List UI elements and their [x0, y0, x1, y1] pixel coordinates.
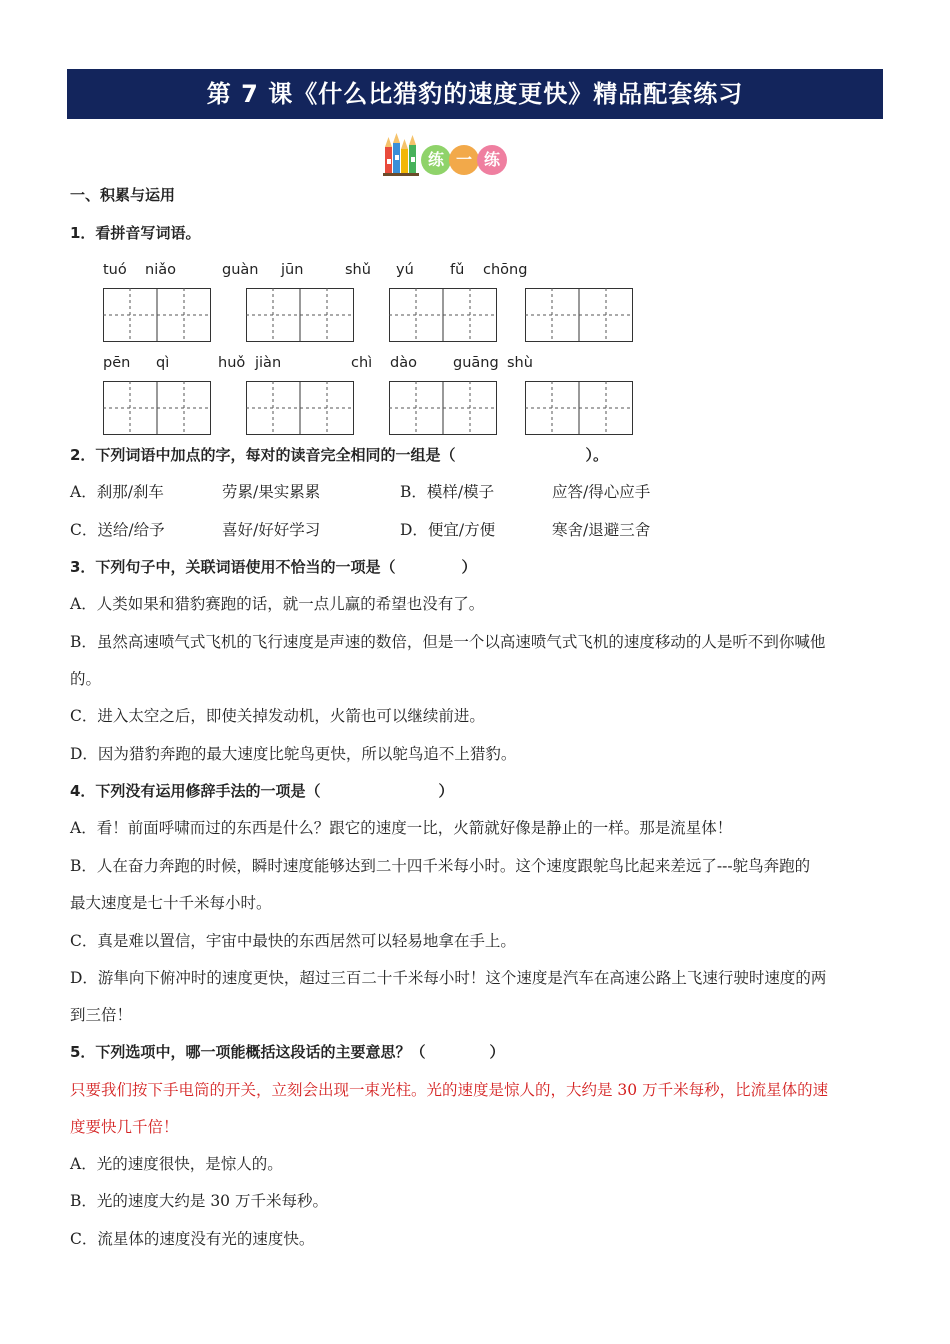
- option[interactable]: A．看！前面呼啸而过的东西是什么？跟它的速度一比，火箭就好像是静止的一样。那是流星体！: [70, 819, 733, 837]
- option[interactable]: A．刹那/刹车: [70, 483, 164, 501]
- pinyin: niǎo: [145, 262, 176, 278]
- writing-grid[interactable]: [246, 381, 354, 435]
- badge-char-1: 练: [421, 145, 451, 175]
- option[interactable]: A．光的速度很快，是惊人的。: [70, 1155, 283, 1173]
- option[interactable]: D．游隼向下俯冲时的速度更快，超过三百二十千米每小时！这个速度是汽车在高速公路上飞速行驶时速度的两: [70, 969, 827, 987]
- reading-passage: 只要我们按下手电筒的开关，立刻会出现一束光柱。光的速度是惊人的，大约是 30 万千米每秒，比流星体的速: [70, 1081, 829, 1099]
- page-title: 第 7 课《什么比猎豹的速度更快》精品配套练习: [67, 69, 883, 119]
- question-1-stem: 1．看拼音写词语。: [70, 224, 201, 242]
- option[interactable]: B．虽然高速喷气式飞机的飞行速度是声速的数倍，但是一个以高速喷气式飞机的速度移动的人是听不到你喊他: [70, 633, 826, 651]
- writing-grid[interactable]: [525, 381, 633, 435]
- option[interactable]: 应答/得心应手: [552, 483, 651, 501]
- pinyin: chì: [351, 355, 373, 371]
- badge-char-3: 练: [477, 145, 507, 175]
- option[interactable]: 喜好/好好学习: [222, 521, 321, 539]
- pinyin: shǔ: [345, 262, 371, 278]
- pinyin: yú: [396, 262, 414, 278]
- pinyin: chōng: [483, 262, 528, 278]
- stem-close: ）: [438, 782, 454, 800]
- pinyin: dào: [390, 355, 417, 371]
- option[interactable]: C．真是难以置信，宇宙中最快的东西居然可以轻易地拿在手上。: [70, 932, 516, 950]
- writing-grid[interactable]: [103, 381, 211, 435]
- option[interactable]: 劳累/果实累累: [222, 483, 321, 501]
- stem-close: ）: [489, 1043, 505, 1061]
- question-4-stem: [70, 780, 884, 802]
- pinyin: fǔ: [450, 262, 465, 278]
- option[interactable]: C．送给/给予: [70, 521, 165, 539]
- reading-passage: 度要快几千倍！: [70, 1118, 179, 1136]
- pinyin: shù: [507, 355, 533, 371]
- option-continued: 最大速度是七十千米每小时。: [70, 894, 272, 912]
- stem-text: 3．下列句子中，关联词语使用不恰当的一项是（: [70, 558, 396, 576]
- writing-grid[interactable]: [246, 288, 354, 342]
- option[interactable]: D．便宜/方便: [400, 521, 496, 539]
- stem-close: ）。: [585, 446, 608, 464]
- writing-grid[interactable]: [103, 288, 211, 342]
- writing-grid[interactable]: [389, 381, 497, 435]
- pinyin: guāng: [453, 355, 499, 371]
- option[interactable]: B．光的速度大约是 30 万千米每秒。: [70, 1192, 328, 1210]
- pinyin: guàn: [222, 262, 259, 278]
- option[interactable]: D．因为猎豹奔跑的最大速度比鸵鸟更快，所以鸵鸟追不上猎豹。: [70, 745, 517, 763]
- pinyin: tuó: [103, 262, 127, 278]
- stem-text: 2．下列词语中加点的字，每对的读音完全相同的一组是（: [70, 446, 456, 464]
- option[interactable]: 寒舍/退避三舍: [552, 521, 651, 539]
- option[interactable]: B．模样/模子: [400, 483, 495, 501]
- pinyin: pēn: [103, 355, 131, 371]
- writing-grid[interactable]: [389, 288, 497, 342]
- pinyin: huǒ: [218, 355, 246, 371]
- question-5-stem: [70, 1041, 884, 1063]
- option-continued: 的。: [70, 670, 102, 688]
- section-heading: 一、积累与运用: [70, 186, 176, 204]
- option[interactable]: C．进入太空之后，即使关掉发动机，火箭也可以继续前进。: [70, 707, 485, 725]
- badge-char-2: 一: [449, 145, 479, 175]
- pinyin: qì: [156, 355, 170, 371]
- question-2-stem: [70, 444, 884, 466]
- pinyin: jūn: [281, 262, 304, 278]
- practice-badge: [383, 133, 513, 177]
- crayon-house-icon: [383, 133, 427, 177]
- stem-text: 5．下列选项中，哪一项能概括这段话的主要意思？（: [70, 1043, 426, 1061]
- question-3-stem: [70, 556, 884, 578]
- stem-text: 4．下列没有运用修辞手法的一项是（: [70, 782, 321, 800]
- option[interactable]: B．人在奋力奔跑的时候，瞬时速度能够达到二十四千米每小时。这个速度跟鸵鸟比起来差远了---鸵鸟奔跑的: [70, 857, 811, 875]
- option[interactable]: A．人类如果和猎豹赛跑的话，就一点儿赢的希望也没有了。: [70, 595, 485, 613]
- pinyin: jiàn: [255, 355, 282, 371]
- option-continued: 到三倍！: [70, 1006, 133, 1024]
- stem-close: ）: [461, 558, 477, 576]
- writing-grid[interactable]: [525, 288, 633, 342]
- option[interactable]: C．流星体的速度没有光的速度快。: [70, 1230, 315, 1248]
